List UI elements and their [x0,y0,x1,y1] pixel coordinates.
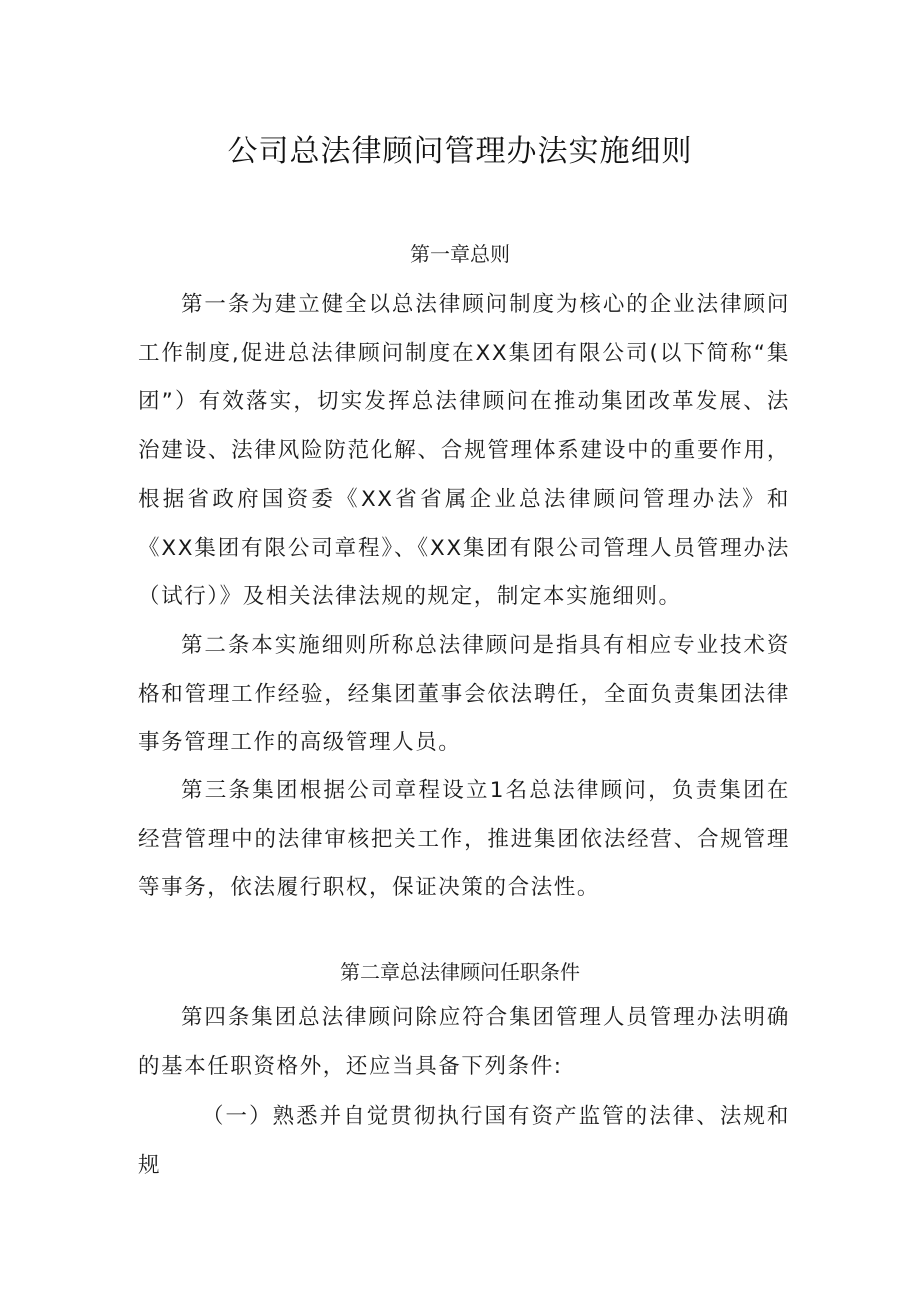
article-1-paragraph: 第一条为建立健全以总法律顾问制度为核心的企业法律顾问工作制度,促进总法律顾问制度在XX集团有限公司(以下简称“集团”）有效落实，切实发挥总法律顾问在推动集团改革发展、法治建设、法律风险防范化解、合规管理体系建设中的重要作用，根据省政府国资委《XX省省属企业总法律顾问管理办法》和《XX集团有限公司章程》、《XX集团有限公司管理人员管理办法（试行）》及相关法律法规的规定，制定本实施细则。 [138,292,790,610]
document-title: 公司总法律顾问管理办法实施细则 [227,134,693,169]
list-item-1-paragraph: （一）熟悉并自觉贯彻执行国有资产监管的法律、法规和规 [138,1104,790,1178]
article-4-paragraph: 第四条集团总法律顾问除应符合集团管理人员管理办法明确的基本任职资格外，还应当具备下列条件: [138,1005,790,1079]
chapter-heading-1: 第一章总则 [410,242,510,266]
chapter-heading-2: 第二章总法律顾问任职条件 [340,960,580,984]
article-2-paragraph: 第二条本实施细则所称总法律顾问是指具有相应专业技术资格和管理工作经验，经集团董事会依法聘任，全面负责集团法律事务管理工作的高级管理人员。 [138,633,790,756]
article-3-paragraph: 第三条集团根据公司章程设立1名总法律顾问，负责集团在经营管理中的法律审核把关工作，推进集团依法经营、合规管理等事务，依法履行职权，保证决策的合法性。 [138,778,790,901]
